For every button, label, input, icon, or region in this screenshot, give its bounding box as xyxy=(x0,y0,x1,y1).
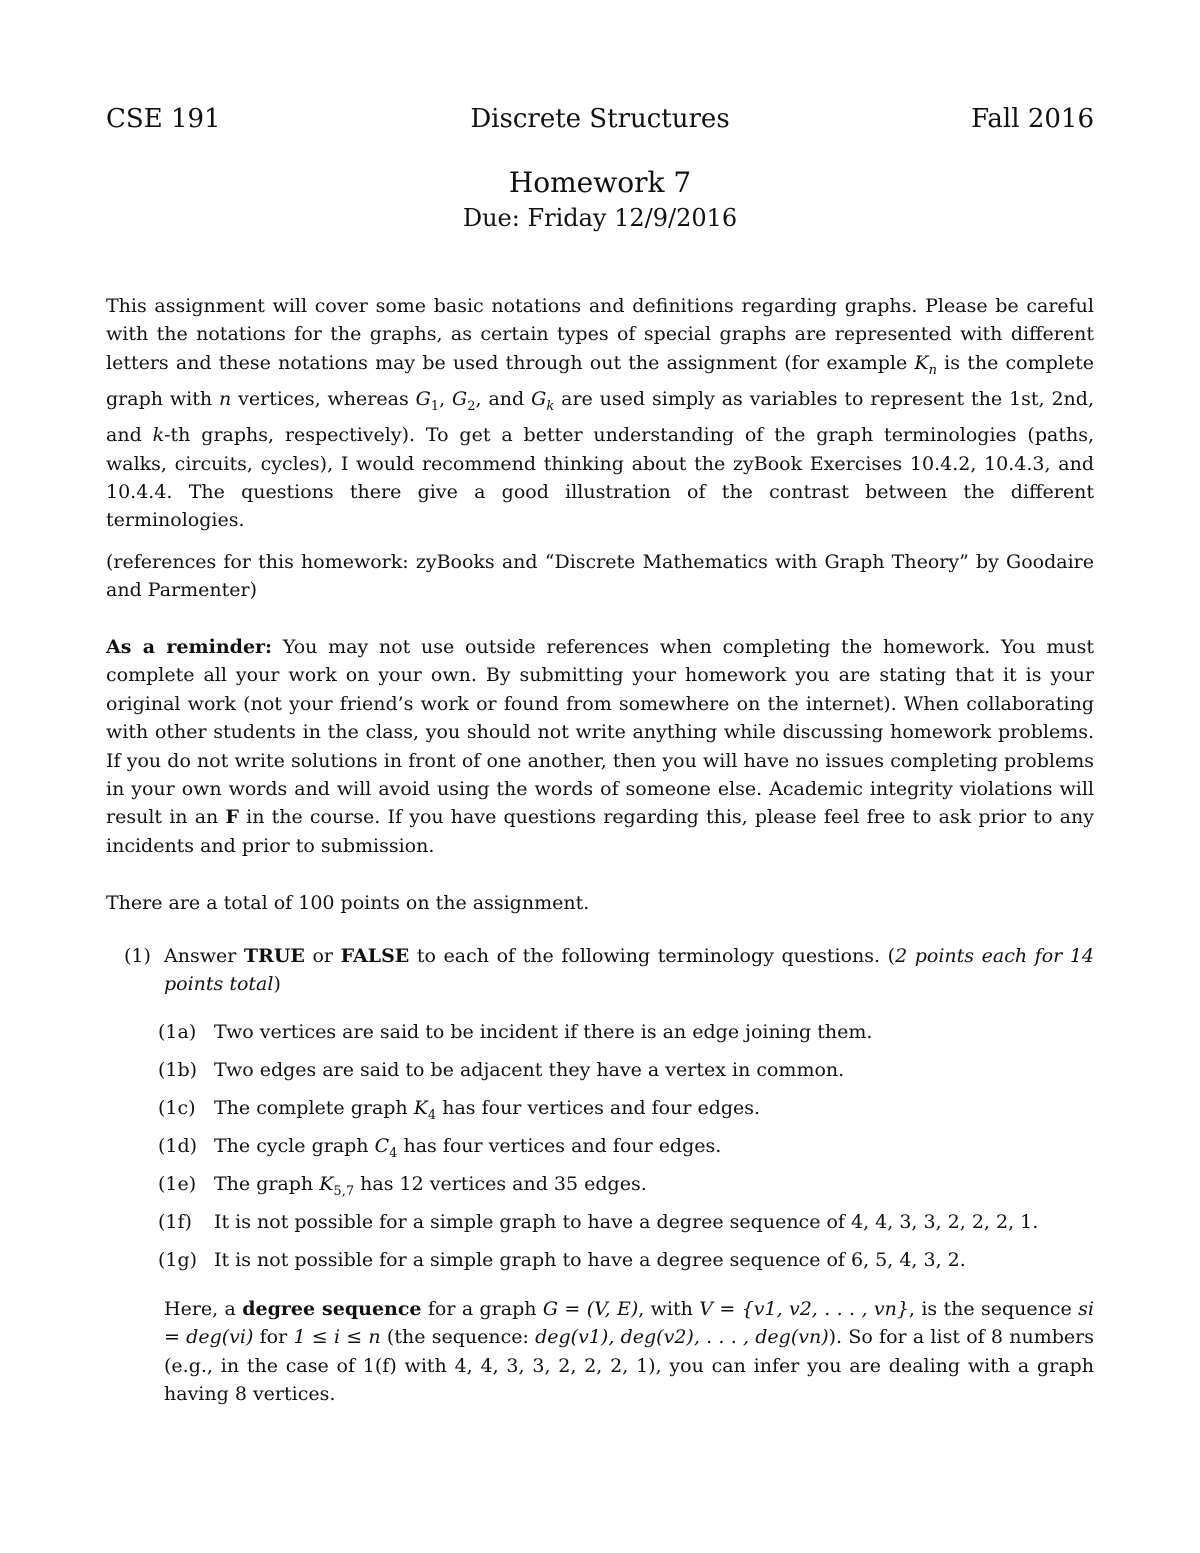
course-code: CSE 191 xyxy=(106,104,221,134)
course-term: Fall 2016 xyxy=(971,104,1094,134)
total-points: There are a total of 100 points on the assignment. xyxy=(106,892,590,914)
subquestion-1b: (1b) Two edges are said to be adjacent they have a vertex in common. xyxy=(158,1059,845,1081)
page-title: Homework 7 xyxy=(508,166,692,199)
question-1 xyxy=(124,942,1094,999)
subquestion-list xyxy=(158,1018,1094,1284)
subquestion-1a: (1a) Two vertices are said to be incident if there is an edge joining them. xyxy=(158,1021,873,1043)
reminder-label: As a reminder: xyxy=(106,636,273,658)
intro-paragraph: This assignment will cover some basic notations and definitions regarding graphs. Please be careful with the notations for the graphs, as certain types of special graphs are represented with different letters and these notations may be used through out the assignment (for example $K_n$ is the complete graph with n vertices, whereas $G_1$, $G_2$, and $G_k$ are used simply as variables to represent the 1st, 2nd, and k-th graphs, respectively). To get a better understanding of the graph terminologies (paths, walks, circuits, cycles), I would recommend thinking about the zyBook Exercises 10.4.2, 10.4.3, and 10.4.4. The questions there give a good illustration of the contrast between the different terminologies. xyxy=(106,295,1094,532)
subquestion-1f: (1f) It is not possible for a simple graph to have a degree sequence of 4, 4, 3, 3, 2, 2, 2, 1. xyxy=(158,1211,1039,1233)
course-subject: Discrete Structures xyxy=(470,104,730,134)
subquestion-1c: (1c) The complete graph $K_4$ has four vertices and four edges. xyxy=(158,1097,761,1123)
page-header xyxy=(106,104,1094,140)
subquestion-1d: (1d) The cycle graph $C_4$ has four vertices and four edges. xyxy=(158,1135,722,1161)
degree-sequence-definition: Here, a degree sequence for a graph G = (V, E), with V = {v1, v2, . . . , vn}, is the sequence si = deg(vi) for 1 ≤ i ≤ n (the sequence: deg(v1), deg(v2), . . . , deg(vn)). So for a list of 8 numbers (e.g., in the case of 1(f) with 4, 4, 3, 3, 2, 2, 2, 1), you can infer you are dealing with a graph having 8 vertices. xyxy=(164,1298,1094,1406)
reminder-paragraph: As a reminder: You may not use outside references when completing the homework. You must complete all your work on your own. By submitting your homework you are stating that it is your original work (not your friend’s work or found from somewhere on the internet). When collaborating with other students in the class, you should not write anything while discussing homework problems. If you do not write solutions in front of one another, then you will have no issues completing problems in your own words and will avoid using the words of someone else. Academic integrity violations will result in an F in the course. If you have questions regarding this, please feel free to ask prior to any incidents and prior to submission. xyxy=(106,636,1094,857)
references-paragraph: (references for this homework: zyBooks and “Discrete Mathematics with Graph Theory” by Goodaire and Parmenter) xyxy=(106,551,1094,602)
question-number: (1) xyxy=(124,945,151,967)
due-date: Due: Friday 12/9/2016 xyxy=(462,204,738,232)
subquestion-1e: (1e) The graph $K_{5,7}$ has 12 vertices and 35 edges. xyxy=(158,1173,647,1199)
subquestion-1g: (1g) It is not possible for a simple graph to have a degree sequence of 6, 5, 4, 3, 2. xyxy=(158,1249,966,1271)
question-text: Answer TRUE or FALSE to each of the following terminology questions. (2 points each for 14 points total) xyxy=(164,945,1094,996)
